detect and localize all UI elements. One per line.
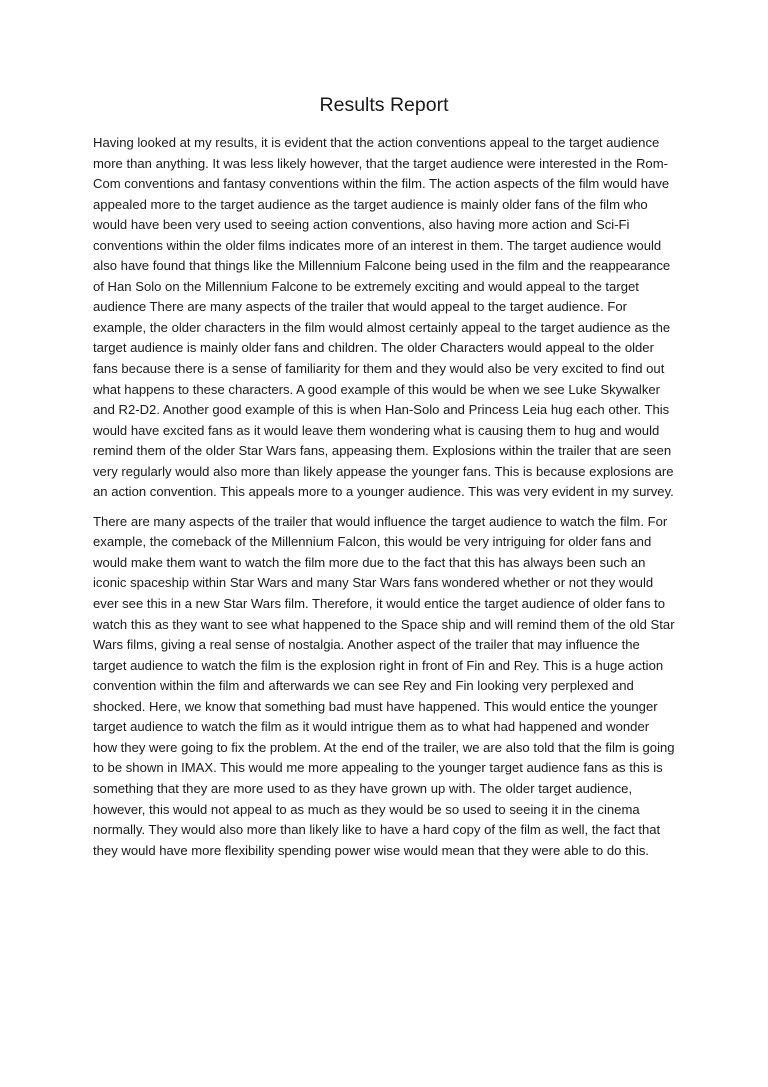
paragraph-2: There are many aspects of the trailer that would influence the target audience to watch the film. For example, the comeback of the Millennium Falcon, this would be very intriguing for older fans and would make them want to watch the film more due to the fact that this has always been such an iconic spaceship within Star Wars and many Star Wars fans wondered whether or not they would ever see this in a new Star Wars film. Therefore, it would entice the target audience of older fans to watch this as they want to see what happened to the Space ship and will remind them of the old Star Wars films, giving a real sense of nostalgia. Another aspect of the trailer that may influence the target audience to watch the film is the explosion right in front of Fin and Rey. This is a huge action convention within the film and afterwards we can see Rey and Fin looking very perplexed and shocked. Here, we know that something bad must have happened. This would entice the younger target audience to watch the film as it would intrigue them as to what had happened and wonder how they were going to fix the problem. At the end of the trailer, we are also told that the film is going to be shown in IMAX. This would me more appealing to the younger target audience fans as this is something that they are more used to as they have grown up with. The older target audience, however, this would not appeal to as much as they would be so used to seeing it in the cinema normally. They would also more than likely like to have a hard copy of the film as well, the fact that they would have more flexibility spending power wise would mean that they were able to do this.: [93, 513, 675, 858]
paragraph-1: Having looked at my results, it is evident that the action conventions appeal to the target audience more than anything. It was less likely however, that the target audience were interested in the Rom-Com conventions and fantasy conventions within the film. The action aspects of the film would have appealed more to the target audience as the target audience is mainly older fans of the film who would have been very used to seeing action conventions, also having more action and Sci-Fi conventions within the older films indicates more of an interest in them. The target audience would also have found that things like the Millennium Falcone being used in the film and the reappearance of Han Solo on the Millennium Falcone to be extremely exciting and would appeal to the target audience There are many aspects of the trailer that would appeal to the target audience. For example, the older characters in the film would almost certainly appeal to the target audience as the target audience is mainly older fans and children. The older Characters would appeal to the older fans because there is a sense of familiarity for them and they would also be very excited to find out what happens to these characters. A good example of this would be when we see Luke Skywalker and R2-D2. Another good example of this is when Han-Solo and Princess Leia hug each other. This would have excited fans as it would leave them wondering what is causing them to hug and would remind them of the older Star Wars fans, appeasing them. Explosions within the trailer that are seen very regularly would also more than likely appease the younger fans. This is because explosions are an action convention. This appeals more to a younger audience. This was very evident in my survey.: [93, 135, 674, 500]
page-title: Results Report: [319, 94, 449, 116]
document-body: [93, 133, 676, 861]
